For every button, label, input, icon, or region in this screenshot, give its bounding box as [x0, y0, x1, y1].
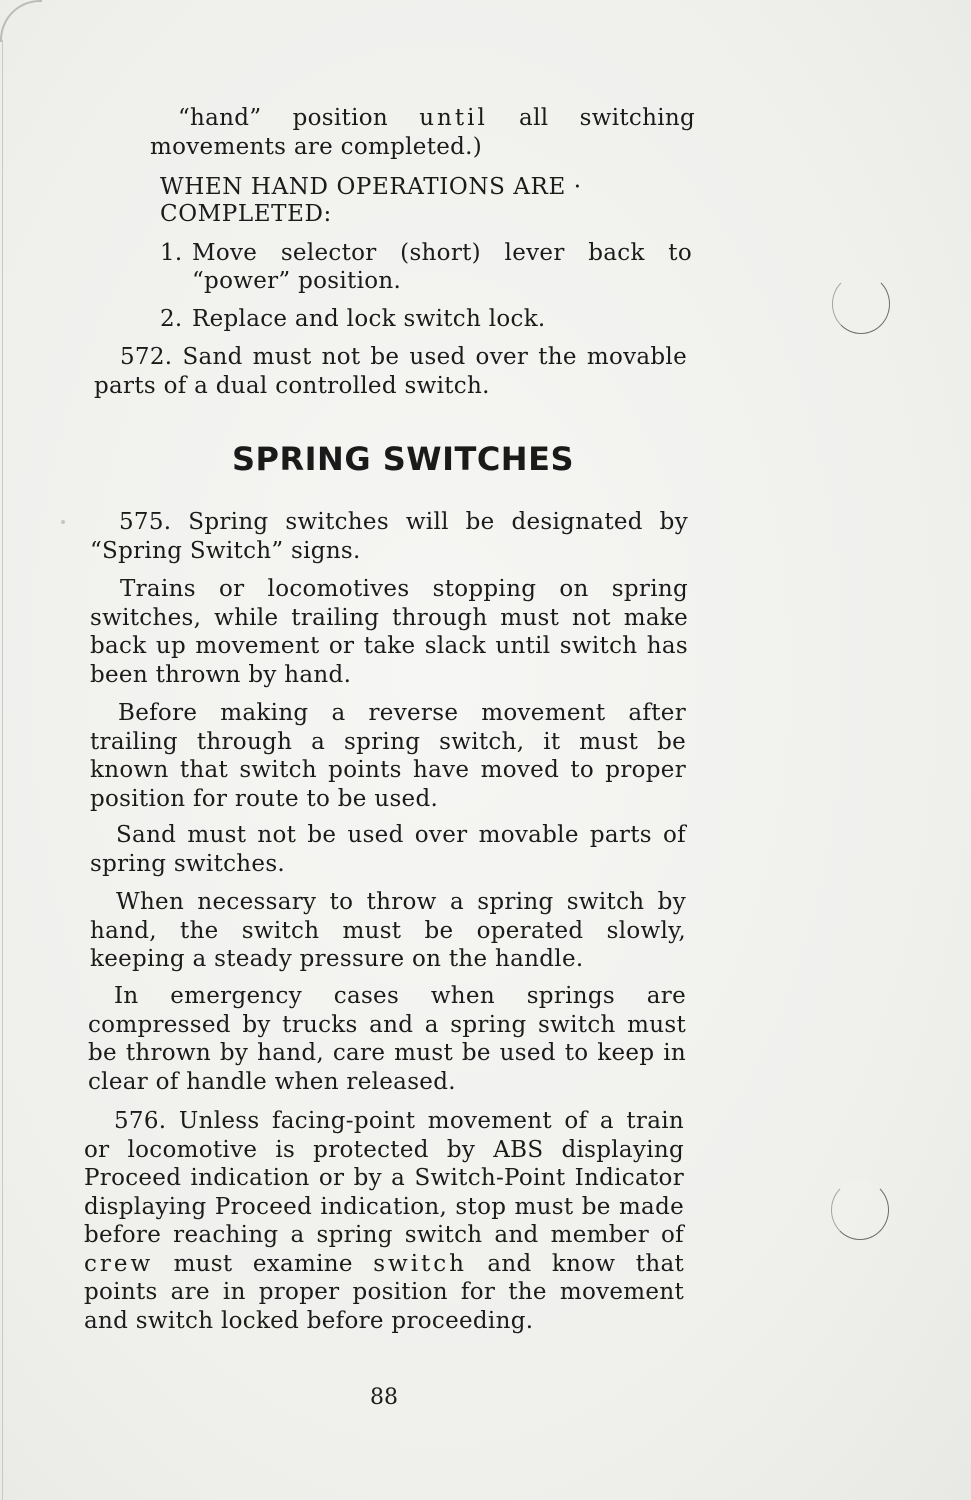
rule-576-spaced-word: crew [84, 1250, 154, 1277]
paragraph-before: Before making a reverse movement after trailing through a spring switch, it must be known that switch points have moved to proper position for route to be used. [90, 700, 686, 812]
continuation-paragraph [150, 104, 695, 161]
rule-576-text: 576. Unless facing-point movement of a train or locomotive is protected by ABS displaying Proceed indication or by a Switch-Point Indicator displaying Proceed indication, stop must be made before reaching a spring switch and member of [84, 1108, 684, 1248]
step-text: Move selector (short) lever back to “power” position. [192, 240, 692, 294]
step-number: 2. [160, 306, 183, 332]
step-text: Replace and lock switch lock. [192, 306, 546, 332]
hand-operations-heading: WHEN HAND OPERATIONS ARE · COMPLETED: [160, 174, 582, 227]
rule-576-text: must examine [153, 1250, 374, 1277]
section-title: SPRING SWITCHES [232, 440, 574, 478]
rule-576 [84, 1107, 684, 1335]
rule-576-text: and know that points are in proper position for the movement and switch locked before proceeding. [84, 1250, 684, 1334]
step-item [160, 305, 692, 333]
rule-576-spaced-word: switch [373, 1250, 467, 1277]
page-number: 88 [370, 1385, 398, 1410]
rule-572: 572. Sand must not be used over the movable parts of a dual controlled switch. [94, 344, 687, 399]
paragraph-emergency: In emergency cases when springs are compressed by trucks and a spring switch must be thrown by hand, care must be used to keep in clear of handle when released. [88, 983, 686, 1095]
step-number: 1. [160, 240, 183, 266]
paragraph-trains: Trains or locomotives stopping on spring switches, while trailing through must not make back up movement or take slack until switch has been thrown by hand. [90, 576, 688, 688]
continuation-text-start: “hand” position [178, 105, 420, 131]
rule-575: 575. Spring switches will be designated by “Spring Switch” signs. [90, 509, 688, 564]
paragraph-sand: Sand must not be used over movable parts of spring switches. [90, 822, 686, 877]
step-item [160, 239, 692, 295]
paragraph-when: When necessary to throw a spring switch by hand, the switch must be operated slowly, keeping a steady pressure on the handle. [90, 889, 686, 972]
continuation-text-end: all switching movements are completed.) [150, 105, 695, 160]
continuation-text-spaced: until [419, 105, 488, 131]
